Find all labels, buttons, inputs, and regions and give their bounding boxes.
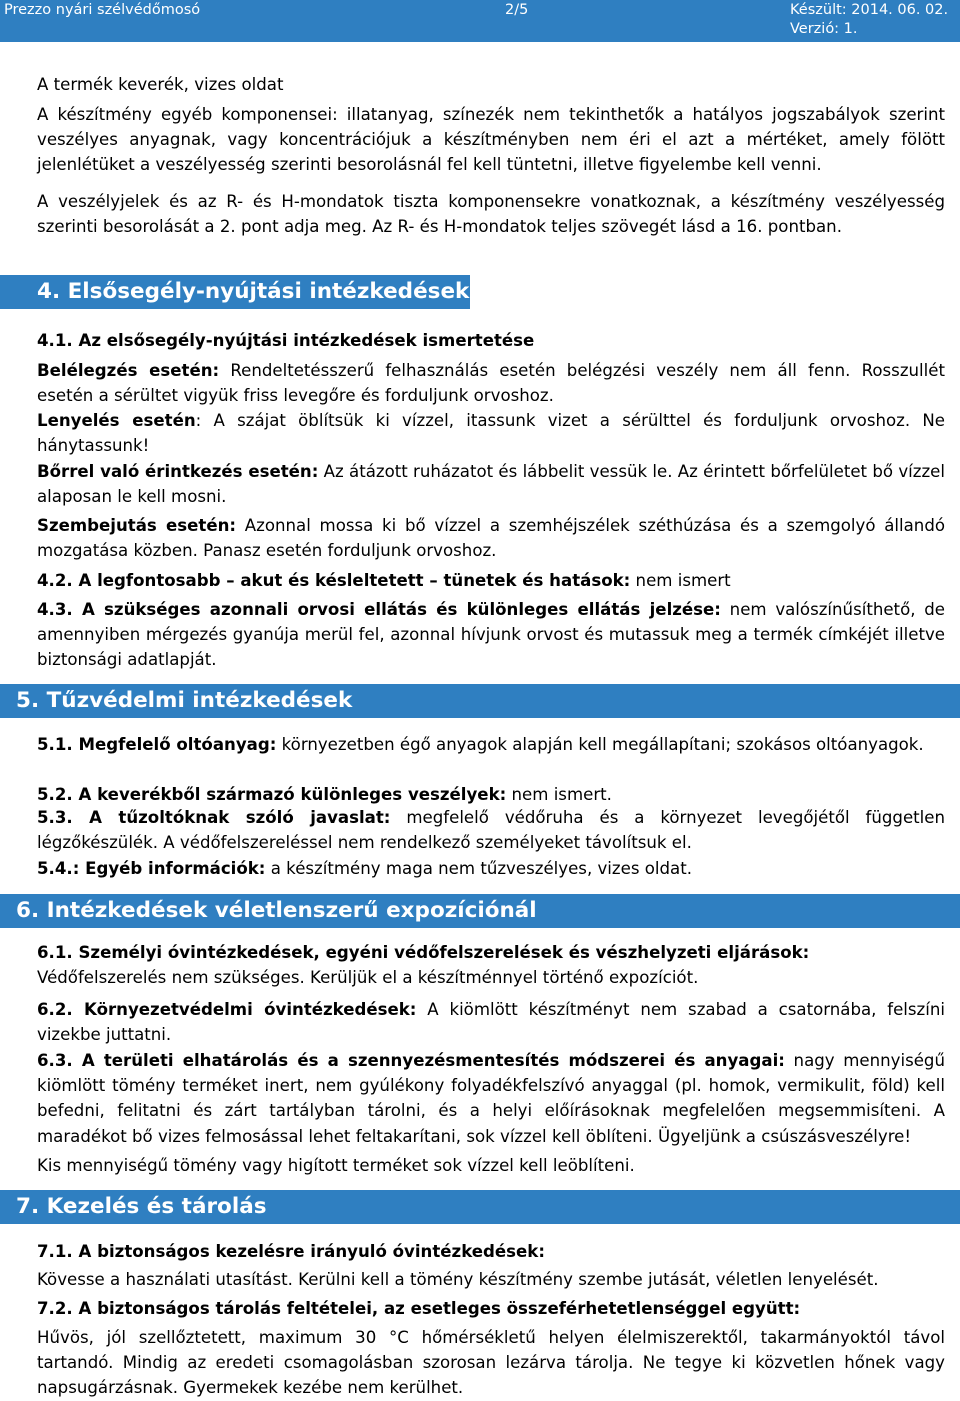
page-number: 2/5	[505, 2, 529, 18]
subsection-7-1-title: 7.1. A biztonságos kezelésre irányuló óvintézkedések:	[37, 1242, 545, 1261]
product-title: Prezzo nyári szélvédőmosó	[4, 2, 201, 18]
intro-mixture: A termék keverék, vizes oldat	[37, 75, 284, 94]
section-6-heading	[0, 894, 960, 928]
subsection-6-3: 6.3. A területi elhatárolás és a szennyezésmentesítés módszerei és anyagai: nagy mennyiségű kiömlött tömény terméket inert, nem gyúlékony folyadékfelszívó anyaggal (pl. homok, vermikulit, föld) kell befedni, felitatni és zárt tartályban tárolni, és a helyi előírásoknak megfelelően megsemmisíteni. A maradékot bő vizes felmosással lehet feltakarítani, sok vízzel kell öblíteni. Ügyeljünk a csúszásveszélyre!	[37, 1051, 945, 1146]
subsection-6-2: 6.2. Környezetvédelmi óvintézkedések: A kiömlött készítményt nem szabad a csatornába, felszíni vizekbe juttatni.	[37, 1000, 946, 1045]
section-5-heading	[0, 684, 960, 718]
first-aid-ingestion: Lenyelés esetén: A szájat öblítsük ki vízzel, itassunk vizet a sérülttel és forduljunk orvoshoz. Ne hánytassunk!	[37, 411, 945, 456]
subsection-6-3-extra: Kis mennyiségű tömény vagy higított terméket sok vízzel kell leöblíteni.	[37, 1156, 635, 1175]
subsection-4-3: 4.3. A szükséges azonnali orvosi ellátás és különleges ellátás jelzése: nem valószínűsíthető, de amennyiben mérgezés gyanúja merül fel, azonnal hívjunk orvost és mutassuk meg a termék címkéjét illetve biztonsági adatlapját.	[37, 600, 945, 670]
section-7-heading	[0, 1190, 960, 1224]
section-5-title: 5. Tűzvédelmi intézkedések	[16, 688, 353, 713]
section-7-title: 7. Kezelés és tárolás	[16, 1194, 267, 1219]
intro-hazard-phrases: A veszélyjelek és az R- és H-mondatok tiszta komponensekre vonatkoznak, a készítmény veszélyesség szerinti besorolását a 2. pont adja meg. Az R- és H-mondatok teljes szövegét lásd a 16. pontban.	[37, 192, 945, 237]
document-header	[0, 0, 960, 42]
subsection-7-2-title: 7.2. A biztonságos tárolás feltételei, az esetleges összeférhetetlenséggel együtt:	[37, 1299, 801, 1318]
subsection-5-1: 5.1. Megfelelő oltóanyag: környezetben égő anyagok alapján kell megállapítani; szokásos oltóanyagok.	[37, 735, 924, 754]
subsection-5-3: 5.3. A tűzoltóknak szóló javaslat: megfelelő védőruha és a környezet levegőjétől független légzőkészülék. A védőfelszereléssel nem rendelkező személyeket távolítsuk el.	[37, 808, 946, 853]
section-4-title: 4. Elsősegély-nyújtási intézkedések	[37, 279, 470, 304]
subsection-6-1-text: Védőfelszerelés nem szükséges. Kerüljük el a készítménnyel történő expozíciót.	[37, 968, 699, 987]
subsection-4-2: 4.2. A legfontosabb – akut és késleltetett – tünetek és hatások: nem ismert	[37, 571, 731, 590]
first-aid-inhalation: Belélegzés esetén: Rendeltetésszerű felhasználás esetén belégzési veszély nem áll fenn. Rosszullét esetén a sérültet vigyük friss levegőre és forduljunk orvoshoz.	[37, 361, 945, 406]
section-6-title: 6. Intézkedések véletlenszerű expozíciónál	[16, 898, 537, 923]
subsection-5-4: 5.4.: Egyéb információk: a készítmény maga nem tűzveszélyes, vizes oldat.	[37, 859, 693, 878]
subsection-7-2-text: Hűvös, jól szellőztetett, maximum 30 °C hőmérsékletű helyen élelmiszerektől, takarmányoktól távol tartandó. Mindig az eredeti csomagolásban szorosan lezárva tárolja. Ne tegye ki közvetlen hőnek vagy napsugárzásnak. Gyermekek kezébe nem kerülhet.	[37, 1328, 945, 1398]
subsection-4-1-title: 4.1. Az elsősegély-nyújtási intézkedések ismertetése	[37, 331, 535, 350]
section-4-heading	[0, 275, 470, 309]
subsection-7-1-text: Kövesse a használati utasítást. Kerülni kell a tömény készítmény szembe jutását, véletlen lenyelését.	[37, 1270, 879, 1289]
intro-components: A készítmény egyéb komponensei: illatanyag, színezék nem tekinthetők a hatályos jogszabályok szerint veszélyes anyagnak, vagy koncentrációjuk a készítményben nem éri el azt a mértéket, amely fölött jelenlétüket a veszélyesség szerinti besorolásnál fel kell tüntetni, illetve figyelembe kell venni.	[37, 105, 945, 175]
first-aid-skin: Bőrrel való érintkezés esetén: Az átázott ruházatot és lábbelit vessük le. Az érintett bőrfelületet bő vízzel alaposan le kell mosni.	[37, 462, 945, 507]
version: Verzió: 1.	[790, 21, 858, 37]
subsection-5-2: 5.2. A keverékből származó különleges veszélyek: nem ismert.	[37, 785, 612, 804]
subsection-6-1-title: 6.1. Személyi óvintézkedések, egyéni védőfelszerelések és vészhelyzeti eljárások:	[37, 943, 810, 962]
created-date: Készült: 2014. 06. 02.	[790, 2, 949, 18]
first-aid-eye: Szembejutás esetén: Azonnal mossa ki bő vízzel a szemhéjszélek széthúzása és a szemgolyó állandó mozgatása közben. Panasz esetén forduljunk orvoshoz.	[37, 516, 946, 561]
